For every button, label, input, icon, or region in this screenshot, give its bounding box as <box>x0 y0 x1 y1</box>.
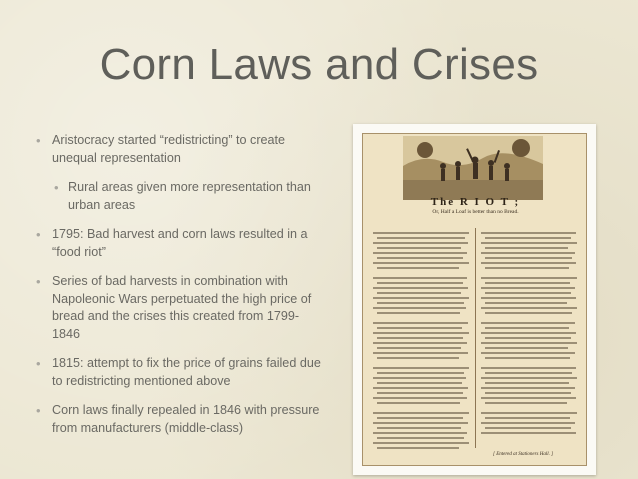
bullet-text: Rural areas given more representation than urban areas <box>68 180 311 212</box>
column-divider <box>475 228 476 448</box>
bullet-text: Corn laws finally repealed in 1846 with pressure from manufacturers (middle-class) <box>52 403 320 435</box>
broadside-heading: The R I O T ; <box>430 196 521 208</box>
bullet-list <box>34 132 324 449</box>
bullet-text: 1795: Bad harvest and corn laws resulted in a “food riot” <box>52 227 308 259</box>
broadside-footer: [ Entered at Stationers Hall. ] <box>493 452 554 457</box>
bullet-dot-icon: • <box>54 180 59 195</box>
broadside-photo-frame <box>353 124 596 475</box>
bullet-dot-icon: • <box>36 227 41 242</box>
broadside-document-image <box>362 133 587 466</box>
bullet-item <box>34 402 324 437</box>
bullet-item <box>34 273 324 343</box>
broadside-verse-column-right <box>481 230 579 455</box>
sub-bullet-item <box>54 179 324 214</box>
bullet-dot-icon: • <box>36 356 41 371</box>
bullet-item <box>34 132 324 167</box>
bullet-dot-icon: • <box>36 403 41 418</box>
broadside-subheading: Or, Half a Loaf is better than no Bread. <box>432 209 519 215</box>
riot-woodcut-illustration <box>403 136 543 200</box>
bullet-item <box>34 226 324 261</box>
bullet-text: Aristocracy started “redistricting” to create unequal representation <box>52 133 286 165</box>
bullet-text: Series of bad harvests in combination with Napoleonic Wars perpetuated the high price of bread and the crises this created from 1799-1846 <box>52 274 312 341</box>
broadside-verse-column-left <box>373 230 471 455</box>
bullet-text: 1815: attempt to fix the price of grains failed due to redistricting mentioned above <box>52 356 321 388</box>
bullet-item <box>34 355 324 390</box>
bullet-dot-icon: • <box>36 274 41 289</box>
bullet-dot-icon: • <box>36 133 41 148</box>
slide-title: Corn Laws and Crises <box>99 40 539 89</box>
